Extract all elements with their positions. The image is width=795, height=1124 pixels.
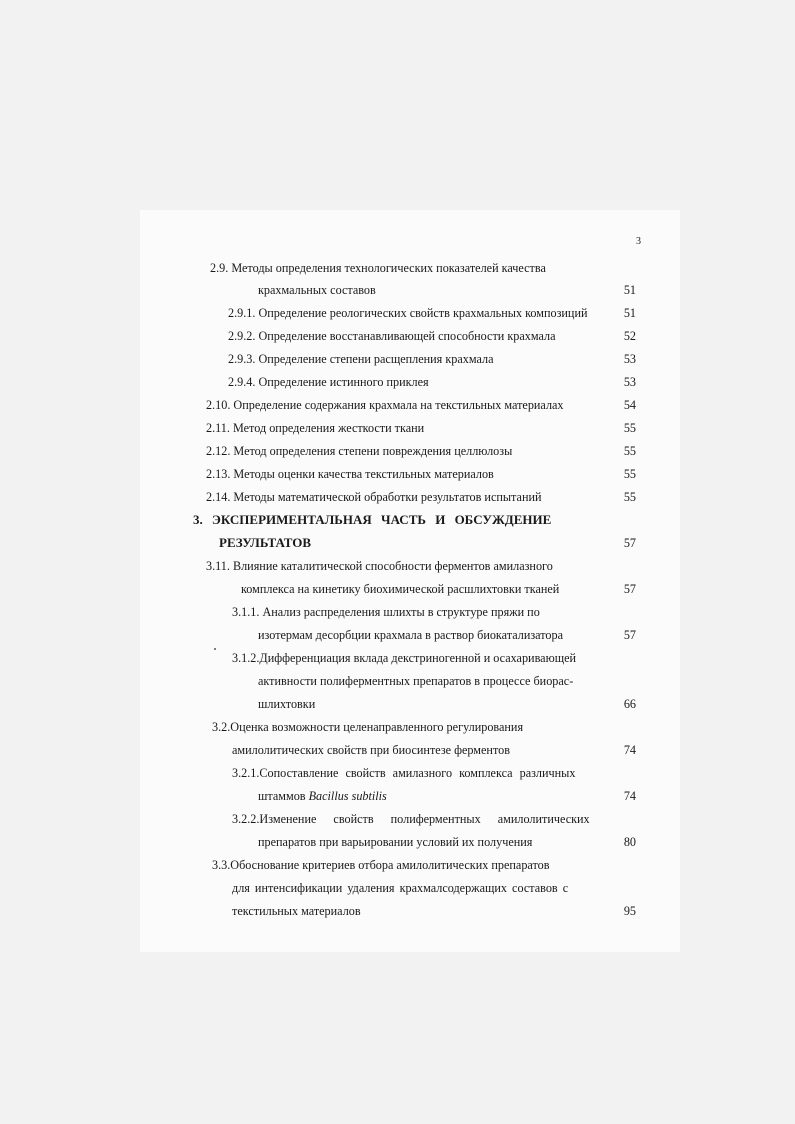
page-number: 3 bbox=[636, 236, 641, 247]
toc-entry-text: текстильных материалов bbox=[232, 904, 361, 918]
toc-page-number: 66 bbox=[623, 697, 636, 711]
toc-page-number: 51 bbox=[623, 283, 636, 297]
toc-entry-text: для интенсификации удаления крахмалсодержащих составов с bbox=[232, 881, 569, 895]
toc-page-number: 55 bbox=[623, 421, 636, 435]
toc-entry-text: 3.1.2.Дифференциация вклада декстриногенной и осахаривающей bbox=[232, 651, 577, 665]
toc-entry-text: 3.2.2.Изменение свойств полиферментных амилолитических bbox=[232, 812, 590, 826]
toc-entry-text: 2.10. Определение содержания крахмала на текстильных материалах bbox=[206, 398, 564, 412]
toc-page-number: 53 bbox=[623, 375, 636, 389]
toc-entry-label: штаммов bbox=[258, 789, 306, 803]
scan-speck bbox=[214, 648, 216, 650]
toc-page-number: 55 bbox=[623, 444, 636, 458]
toc-page-number: 55 bbox=[623, 467, 636, 481]
toc-page-number: 74 bbox=[623, 789, 636, 803]
toc-entry-text: 2.9. Методы определения технологических показателей качества bbox=[210, 261, 546, 275]
toc-entry-text: амилолитических свойств при биосинтезе ферментов bbox=[232, 743, 510, 757]
toc-page-number: 55 bbox=[623, 490, 636, 504]
toc-page-number: 53 bbox=[623, 352, 636, 366]
toc-entry-text: 3.2.1.Сопоставление свойств амилазного комплекса различных bbox=[232, 766, 576, 780]
toc-page-number: 74 bbox=[623, 743, 636, 757]
toc-entry-text: 2.9.1. Определение реологических свойств крахмальных композиций bbox=[228, 306, 588, 320]
toc-entry-text: 2.14. Методы математической обработки результатов испытаний bbox=[206, 490, 542, 504]
toc-entry-italic: Bacillus subtilis bbox=[308, 789, 387, 803]
toc-page-number: 54 bbox=[623, 398, 636, 412]
toc-entry-text: 2.12. Метод определения степени повреждения целлюлозы bbox=[206, 444, 513, 458]
toc-entry-text: изотермам десорбции крахмала в раствор биокатализатора bbox=[258, 628, 564, 642]
toc-entry-text: шлихтовки bbox=[258, 697, 316, 711]
toc-entry-text: 2.9.2. Определение восстанавливающей способности крахмала bbox=[228, 329, 556, 343]
toc-page-number: 95 bbox=[623, 904, 636, 918]
toc-entry-text: комплекса на кинетику биохимической расшлихтовки тканей bbox=[241, 582, 560, 596]
toc-entry-text: крахмальных составов bbox=[258, 283, 376, 297]
toc-entry-text: 3.11. Влияние каталитической способности ферментов амилазного bbox=[206, 559, 553, 573]
toc-chapter-title: 3. ЭКСПЕРИМЕНТАЛЬНАЯ ЧАСТЬ И ОБСУЖДЕНИЕ bbox=[193, 512, 552, 527]
toc-entry-text: 3.1.1. Анализ распределения шлихты в структуре пряжи по bbox=[232, 605, 540, 619]
toc-page-number: 57 bbox=[623, 628, 636, 642]
toc-chapter-title: РЕЗУЛЬТАТОВ bbox=[219, 535, 311, 550]
toc-page-number: 52 bbox=[623, 329, 636, 343]
toc-page-number: 57 bbox=[623, 536, 636, 550]
toc-entry-text: 3.2.Оценка возможности целенаправленного регулирования bbox=[212, 720, 524, 734]
toc-entry-text: активности полиферментных препаратов в процессе биорас- bbox=[258, 674, 574, 688]
toc-entry-text bbox=[258, 788, 387, 804]
toc-page-number: 51 bbox=[623, 306, 636, 320]
toc-entry-text: 3.3.Обоснование критериев отбора амилолитических препаратов bbox=[212, 858, 550, 872]
toc-entry-text: препаратов при варьировании условий их получения bbox=[258, 835, 533, 849]
toc-page-number: 80 bbox=[623, 835, 636, 849]
toc-entry-text: 2.13. Методы оценки качества текстильных материалов bbox=[206, 467, 494, 481]
toc-entry-text: 2.9.4. Определение истинного приклея bbox=[228, 375, 429, 389]
toc-entry-text: 2.9.3. Определение степени расщепления крахмала bbox=[228, 352, 494, 366]
toc-page-number: 57 bbox=[623, 582, 636, 596]
toc-entry-text: 2.11. Метод определения жесткости ткани bbox=[206, 421, 425, 435]
